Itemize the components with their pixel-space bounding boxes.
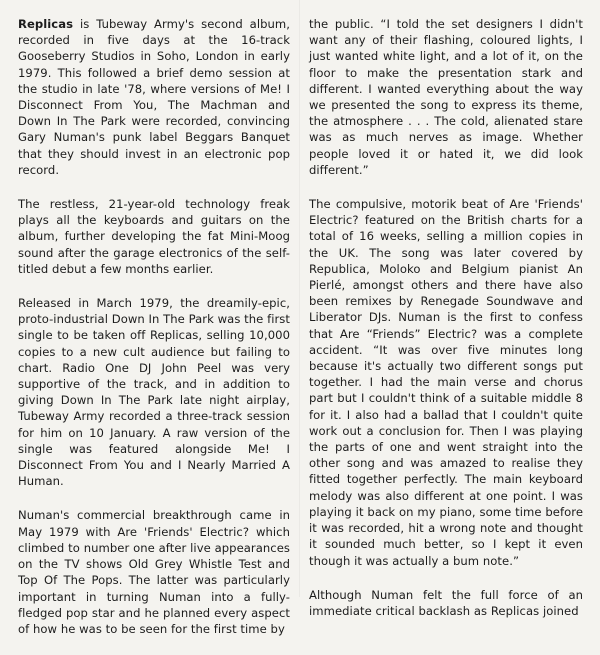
left-column [18, 16, 290, 655]
page-gutter [299, 0, 300, 597]
paragraph: The restless, 21-year-old technology freak plays all the keyboards and guitars on the album, further developing the fat Mini-Moog sound after the garage electronics of the self-titled debut a few months earlier. [18, 197, 290, 276]
album-title-lead: Replicas [18, 17, 74, 31]
paragraph-text: is Tubeway Army's second album, recorded in five days at the 16-track Gooseberry Studios in Soho, London in early 1979. This followed a brief demo session at the studio in late '78, where versions of Me! I Disconnect From You, The Machman and Down In The Park were recorded, convincing Gary Numan's punk label Beggars Banquet that they should invest in an electronic pop record. [18, 17, 290, 177]
paragraph: Released in March 1979, the dreamily-epic, proto-industrial Down In The Park was the first single to be taken off Replicas, selling 10,000 copies to a new cult audience but failing to chart. Radio One DJ John Peel was very supportive of the track, and in addition to giving Down In The Park late night airplay, Tubeway Army recorded a three-track session for him on 10 January. A raw version of the single was featured alongside Me! I Disconnect From You and I Nearly Married A Human. [18, 296, 290, 489]
paragraph: The compulsive, motorik beat of Are 'Friends' Electric? featured on the British charts for a total of 16 weeks, selling a million copies in the UK. The song was later covered by Republica, Moloko and Belgium pianist An Pierlé, amongst others and there have also been remixes by Renegade Soundwave and Liberator DJs. Numan is the first to confess that Are “Friends” Electric? was a complete accident. “It was over five minutes long because it's actually two different songs put together. I had the main verse and chorus part but I couldn't think of a suitable middle 8 for it. I also had a ballad that I couldn't quite work out a conclusion for. Then I was playing the parts of one and went straight into the other song and was amazed to realise they fitted together perfectly. The main keyboard melody was also different at one point. I was playing it back on my piano, some time before it was recorded, hit a wrong note and thought it sounded much better, so I kept it even though it was actually a bum note.” [309, 197, 583, 568]
paragraph [18, 16, 290, 178]
paragraph: Although Numan felt the full force of an immediate critical backlash as Replicas joined [309, 587, 583, 618]
right-column [309, 16, 583, 637]
paragraph: the public. “I told the set designers I didn't want any of their flashing, coloured lights, I just wanted white light, and a lot of it, on the floor to make the presentation stark and different. I wanted everything about the way we presented the song to express its theme, the atmosphere . . . The cold, alienated stare was as much nerves as image. Whether people loved it or hated it, we did look different.” [309, 17, 583, 177]
paragraph: Numan's commercial breakthrough came in May 1979 with Are 'Friends' Electric? which climbed to number one after live appearances on the TV shows Old Grey Whistle Test and Top Of The Pops. The latter was particularly important in turning Numan into a fully-fledged pop star and he planned every aspect of how he was to be seen for the first time by [18, 508, 290, 636]
